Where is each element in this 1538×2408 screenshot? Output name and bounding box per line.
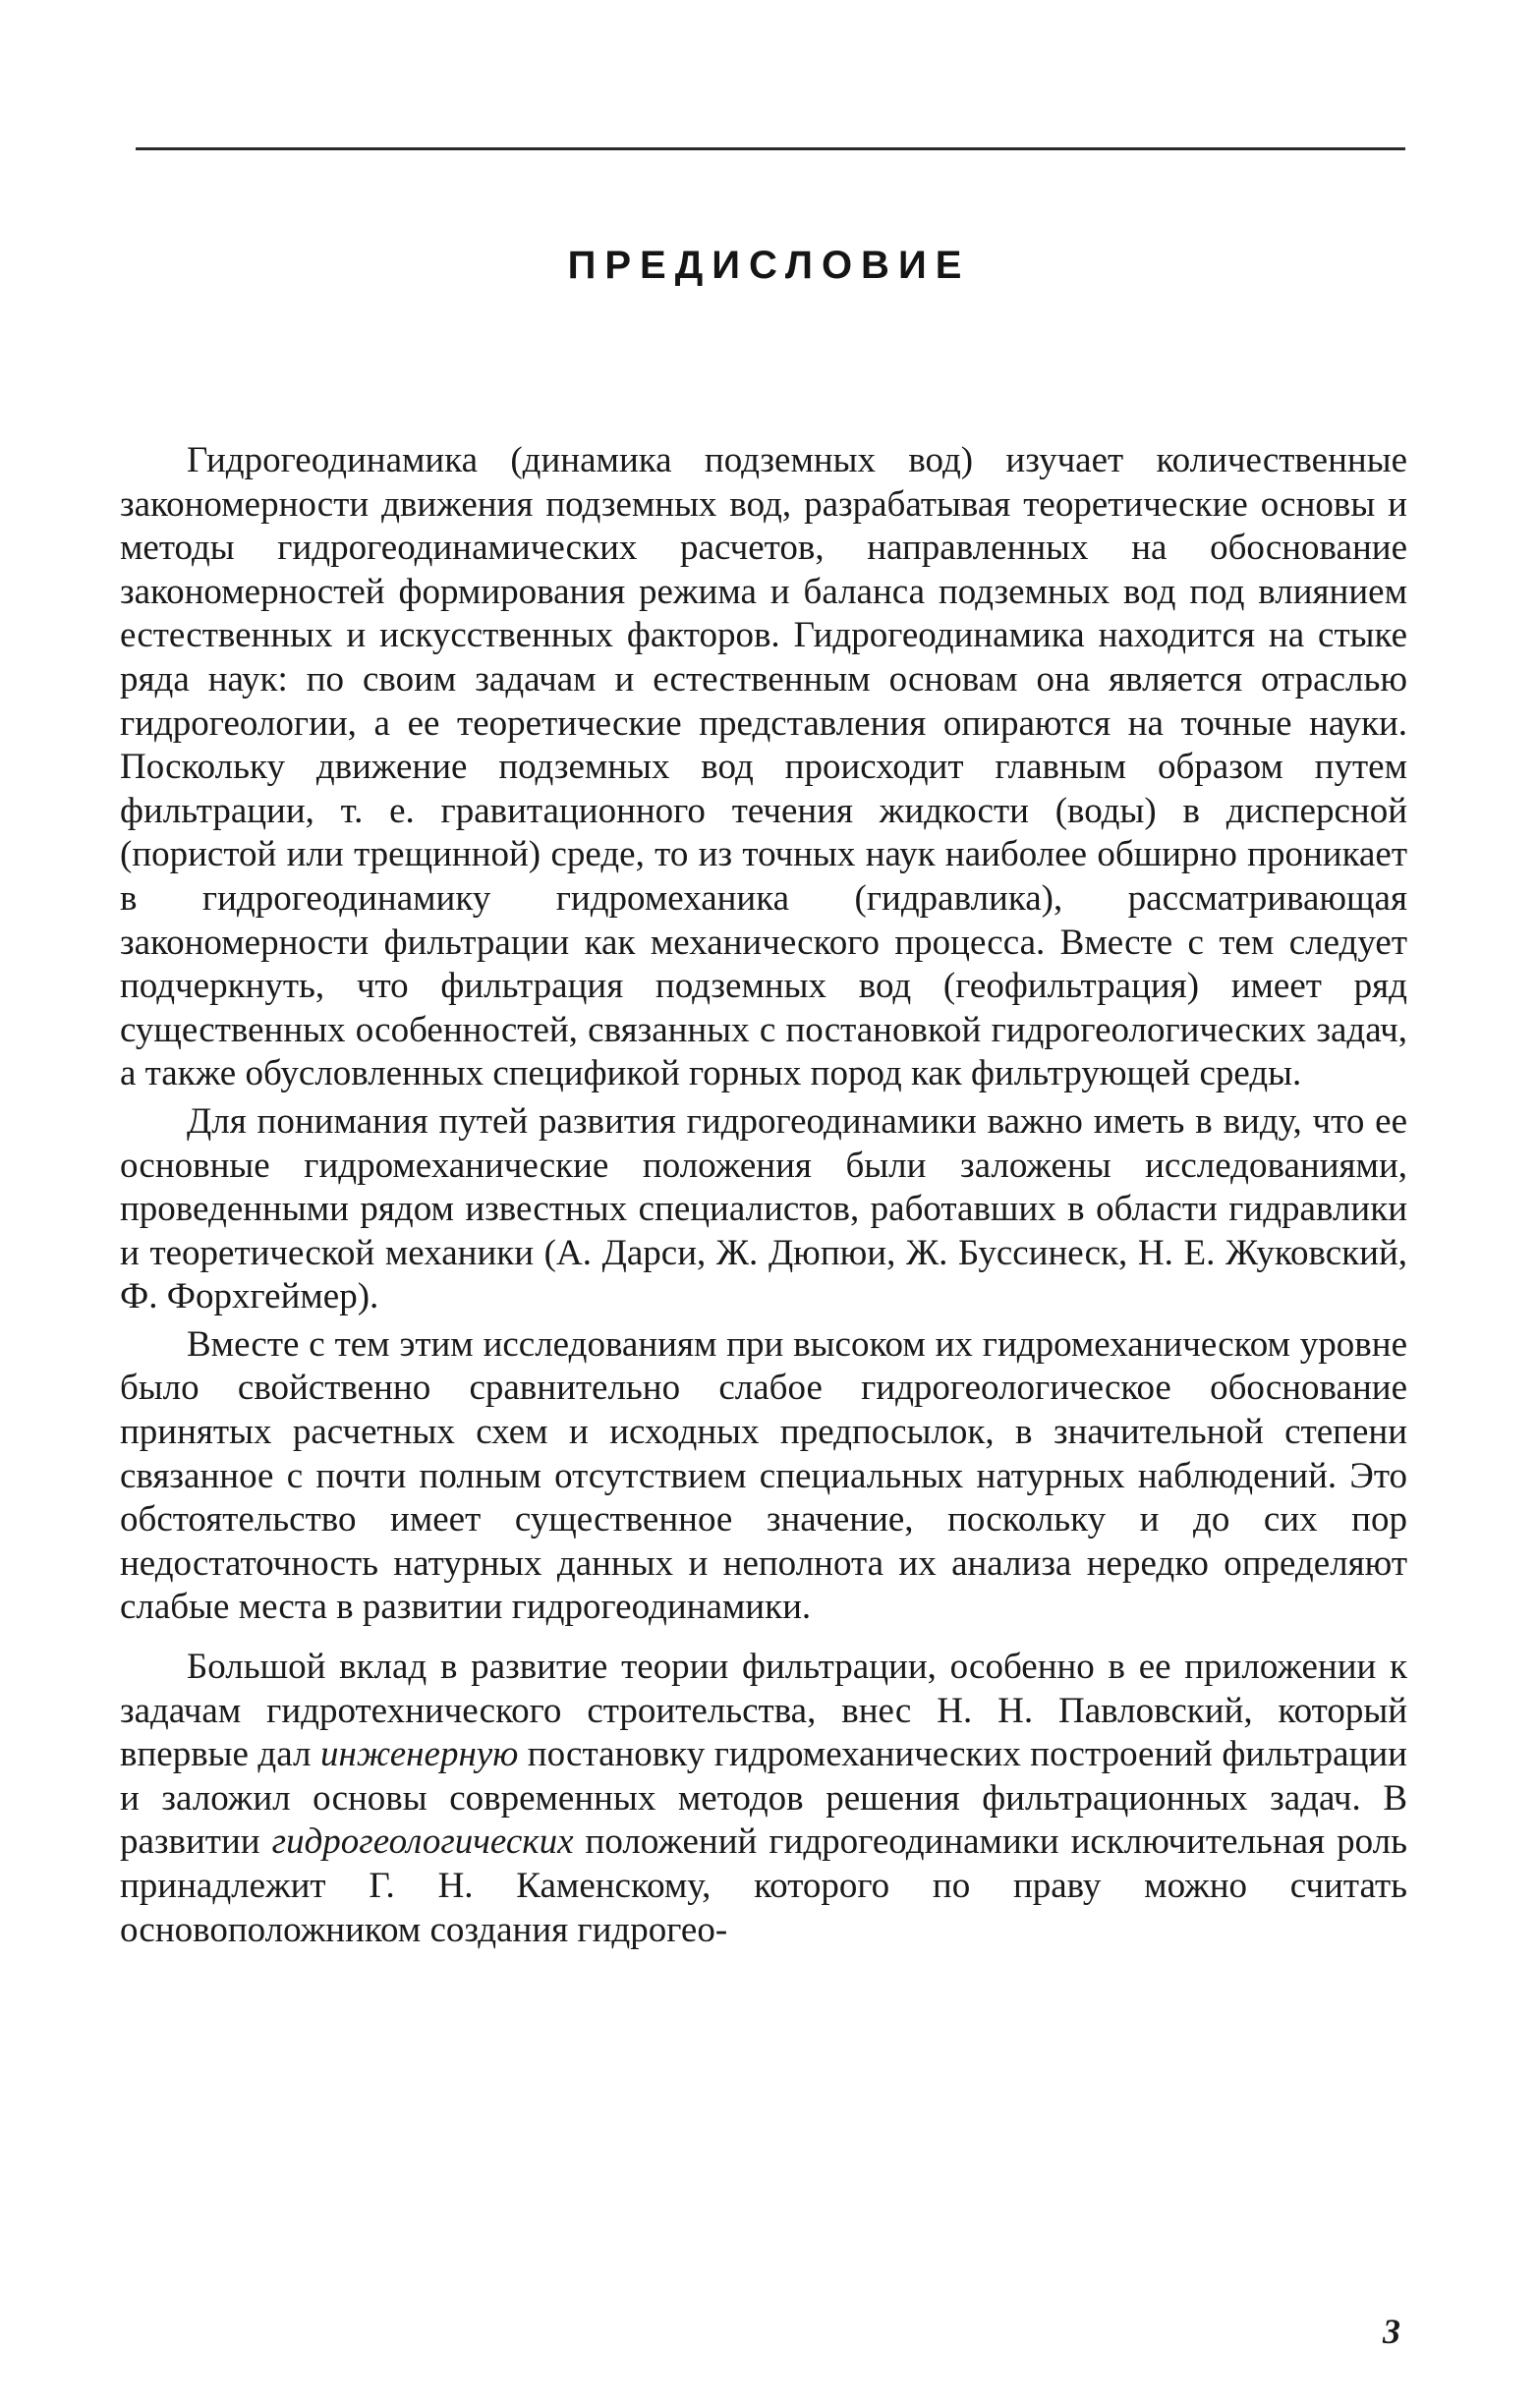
emphasis-hydrogeological: гидрогеологических bbox=[271, 1821, 574, 1863]
paragraph-text: Гидрогеодинамика (динамика подземных вод) изучает количественные закономерности движения подземных вод, разрабатывая теоретические основы и методы гидрогеодинамических расчетов, направленных на обоснование закономерностей формирования режима и баланса подземных вод под влиянием естественных и искусственных факторов. Гидрогеодинамика находится на стыке ряда наук: по своим задачам и естественным основам она является отраслью гидрогеологии, а ее теоретические представления опираются на точные науки. Поскольку движение подземных вод происходит главным образом путем фильтрации, т. е. гравитационного течения жидкости (воды) в дисперсной (пористой или трещинной) среде, то из точных наук наиболее обширно проникает в гидрогеодинамику гидромеханика (гидравлика), рассматривающая закономерности фильтрации как механического процесса. Вместе с тем следует подчеркнуть, что фильтрация подземных вод (геофильтрация) имеет ряд существенных особенностей, связанных с постановкой гидрогеологических задач, а также обусловленных спецификой горных пород как фильтрующей среды. bbox=[120, 440, 1407, 1094]
emphasis-engineering: инженерную bbox=[319, 1734, 519, 1775]
paragraph-4 bbox=[120, 1646, 1407, 1952]
page-number: 3 bbox=[1383, 2312, 1400, 2351]
paragraph-text: Вместе с тем этим исследованиям при высоком их гидромеханическом уровне было свойственно сравнительно слабое гидрогеологическое обоснование принятых расчетных схем и исходных предпосылок, в значительной степени связанное с почти полным отсутствием специальных натурных наблюдений. Это обстоятельство имеет существенное значение, поскольку и до сих пор недостаточность натурных данных и неполнота их анализа нередко определяют слабые места в развитии гидрогеодинамики. bbox=[120, 1323, 1407, 1628]
paragraph-2 bbox=[120, 1100, 1407, 1319]
paragraph-3 bbox=[120, 1323, 1407, 1630]
paragraph-1 bbox=[120, 439, 1407, 1096]
paragraph-text: Для понимания путей развития гидрогеодинамики важно иметь в виду, что ее основные гидромеханические положения были заложены исследованиями, проведенными рядом известных специалистов, работавших в области гидравлики и теоретической механики (А. Дарси, Ж. Дюпюи, Ж. Буссинеск, Н. Е. Жуковский, Ф. Форхгеймер). bbox=[120, 1100, 1407, 1317]
page-title: ПРЕДИСЛОВИЕ bbox=[567, 244, 971, 287]
paragraph-text: положений гидрогеодинамики исключительная роль принадлежит Г. Н. Каменскому, которого по праву можно считать основоположником создания гидрогео- bbox=[120, 1821, 1407, 1950]
body-text bbox=[120, 439, 1407, 1952]
paragraph-text: Большой вклад в развитие теории фильтрации, особенно в ее приложении к задачам гидротехнического строительства, внес Н. Н. Павловский, который впервые дал bbox=[120, 1647, 1407, 1775]
paragraph-text: постановку гидромеханических построений фильтрации и заложил основы современных методов решения фильтрационных задач. В развитии bbox=[120, 1734, 1407, 1863]
top-rule-divider bbox=[136, 147, 1405, 150]
